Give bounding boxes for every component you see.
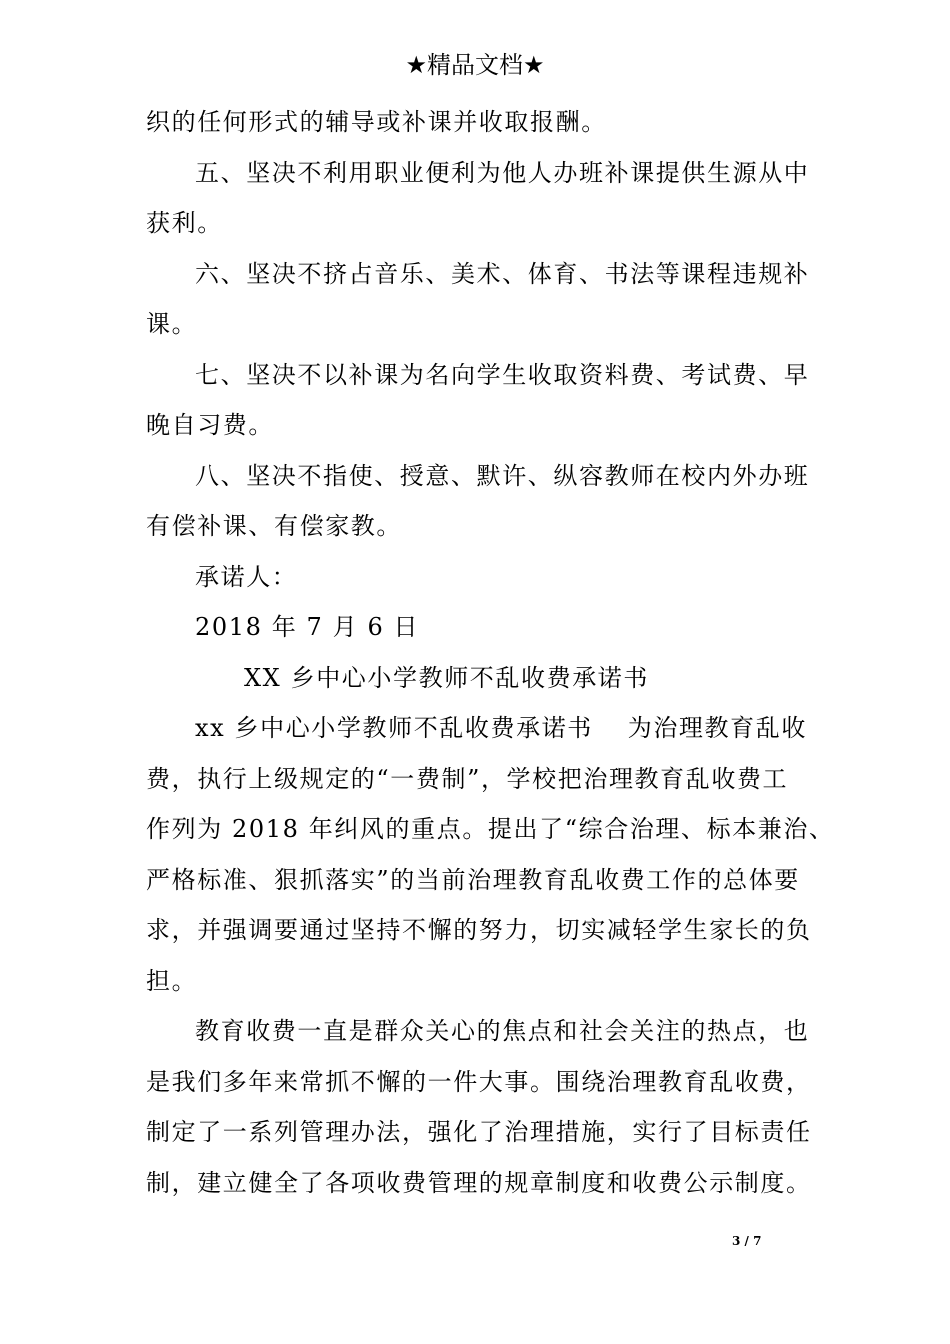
text-line: 五、坚决不利用职业便利为他人办班补课提供生源从中: [195, 158, 810, 187]
document-header: ★精品文档★: [405, 51, 545, 79]
text-line: 求，并强调要通过坚持不懈的努力，切实减轻学生家长的负: [146, 916, 812, 944]
text-line: 制定了一系列管理办法，强化了治理措施，实行了目标责任: [146, 1118, 812, 1146]
text-line: 六、坚决不挤占音乐、美术、体育、书法等课程违规补: [195, 259, 810, 288]
text-line: 制，建立健全了各项收费管理的规章制度和收费公示制度。: [146, 1168, 812, 1197]
text-line: 课。: [146, 310, 198, 338]
text-line: 获利。: [146, 209, 223, 237]
text-line: 晚自习费。: [146, 411, 274, 439]
document-body: [146, 97, 835, 1208]
text-line: 八、坚决不指使、授意、默许、纵容教师在校内外办班: [195, 461, 810, 490]
text-line: 教育收费一直是群众关心的焦点和社会关注的热点，也: [195, 1017, 810, 1045]
text-line: 是我们多年来常抓不懈的一件大事。围绕治理教育乱收费，: [146, 1067, 812, 1096]
text-line: 有偿补课、有偿家教。: [146, 512, 402, 540]
section-title: XX 乡中心小学教师不乱收费承诺书: [244, 663, 649, 692]
text-line: 严格标准、狠抓落实”的当前治理教育乱收费工作的总体要: [146, 865, 800, 894]
text-line: 担。: [146, 966, 198, 995]
text-line: xx 乡中心小学教师不乱收费承诺书 为治理教育乱收: [195, 714, 807, 742]
text-line: 织的任何形式的辅导或补课并收取报酬。: [146, 108, 607, 136]
text-line: 费，执行上级规定的“一费制”，学校把治理教育乱收费工: [146, 764, 789, 793]
date-line: 2018 年 7 月 6 日: [195, 613, 420, 641]
text-line: 作列为 2018 年纠风的重点。提出了“综合治理、标本兼治、: [146, 815, 835, 843]
page-number: 3 / 7: [732, 1234, 762, 1248]
text-line: 七、坚决不以补课为名向学生收取资料费、考试费、早: [195, 360, 810, 389]
signatory-label: 承诺人：: [195, 562, 298, 591]
